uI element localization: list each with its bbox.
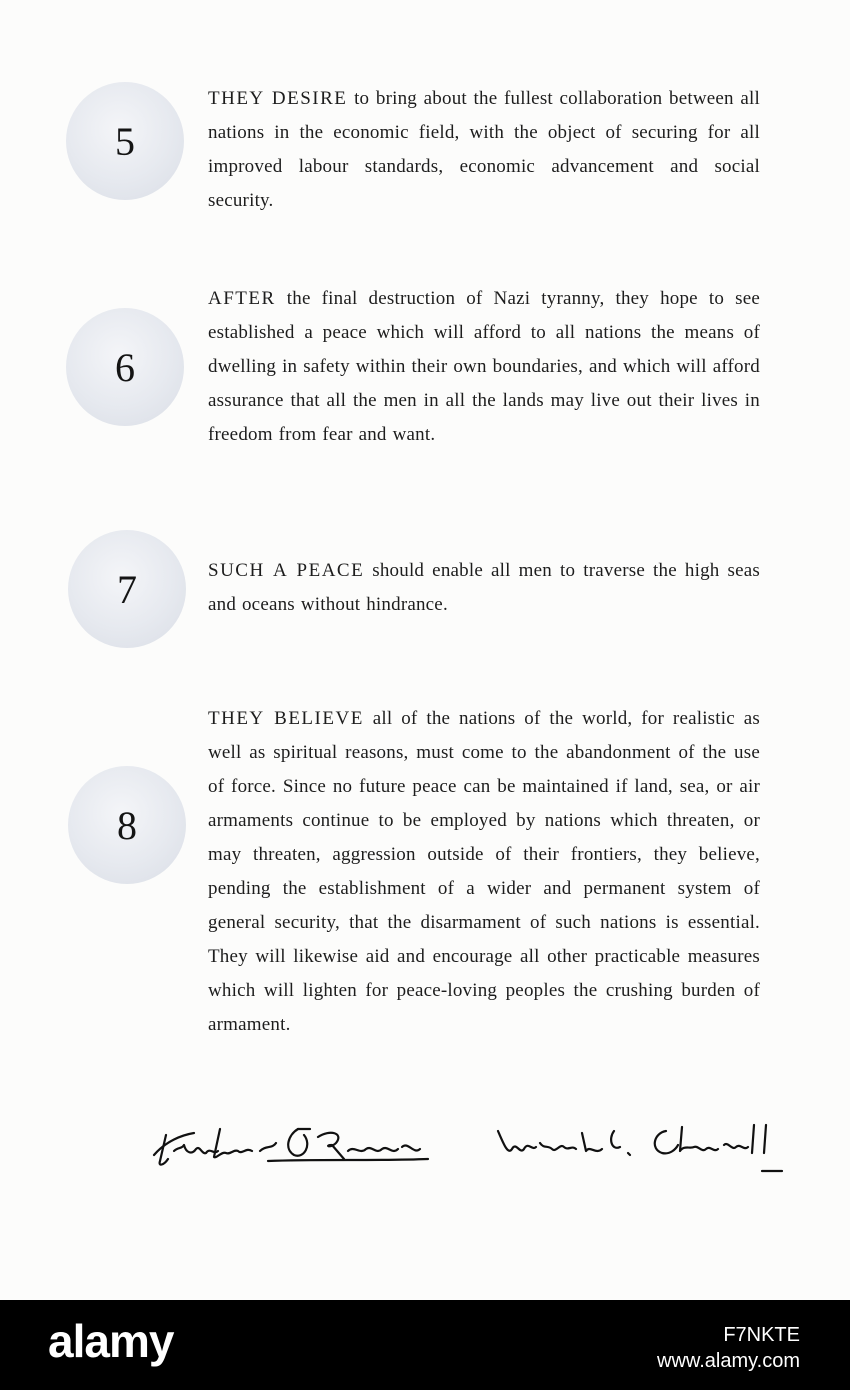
article-lead: THEY BELIEVE: [208, 708, 364, 729]
article-body: the final destruction of Nazi tyranny, they hope to see established a peace which will afford to all nations the means of dwelling in safety within their own boundaries, and which will afford assurance that all the men in all the lands may live out their lives in freedom from fear and want.: [208, 288, 760, 445]
article-lead: AFTER: [208, 288, 276, 309]
alamy-logo: alamy: [48, 1315, 174, 1367]
article-lead: THEY DESIRE: [208, 88, 348, 109]
article-body: all of the nations of the world, for realistic as well as spiritual reasons, must come to the abandonment of the use of force. Since no future peace can be maintained if land, sea, or air armaments continue to be employed by nations which threaten, or may threaten, aggression outside of their frontiers, they believe, pending the establishment of a wider and permanent system of general security, that the disarmament of such nations is essential. They will likewise aid and encourage all other practicable measures which will lighten for peace-loving peoples the crushing burden of armament.: [208, 708, 760, 1035]
article-body: should enable all men to traverse the high seas and oceans without hindrance.: [208, 560, 761, 615]
article-lead: SUCH A PEACE: [208, 560, 365, 581]
watermark-bar: [0, 1300, 850, 1390]
article-number: 7: [117, 566, 137, 612]
article-number-badge: [68, 530, 186, 648]
article-paragraph: [208, 702, 760, 1042]
article-number-badge: [68, 766, 186, 884]
churchill-signature: [490, 1115, 790, 1185]
site-url: www.alamy.com: [657, 1350, 800, 1372]
article-number-badge: [66, 308, 184, 426]
article-number: 6: [115, 344, 135, 390]
image-reference: [657, 1322, 800, 1374]
roosevelt-signature: [148, 1115, 438, 1185]
article-number: 8: [117, 802, 137, 848]
article-number: 5: [115, 118, 135, 164]
article-paragraph: [208, 554, 760, 622]
article-paragraph: [208, 282, 760, 452]
image-id: F7NKTE: [723, 1324, 800, 1346]
article-paragraph: [208, 82, 760, 218]
article-number-badge: [66, 82, 184, 200]
article-body: to bring about the fullest collaboration between all nations in the economic field, with the object of securing for all improved labour standards, economic advancement and social security.: [208, 88, 760, 211]
